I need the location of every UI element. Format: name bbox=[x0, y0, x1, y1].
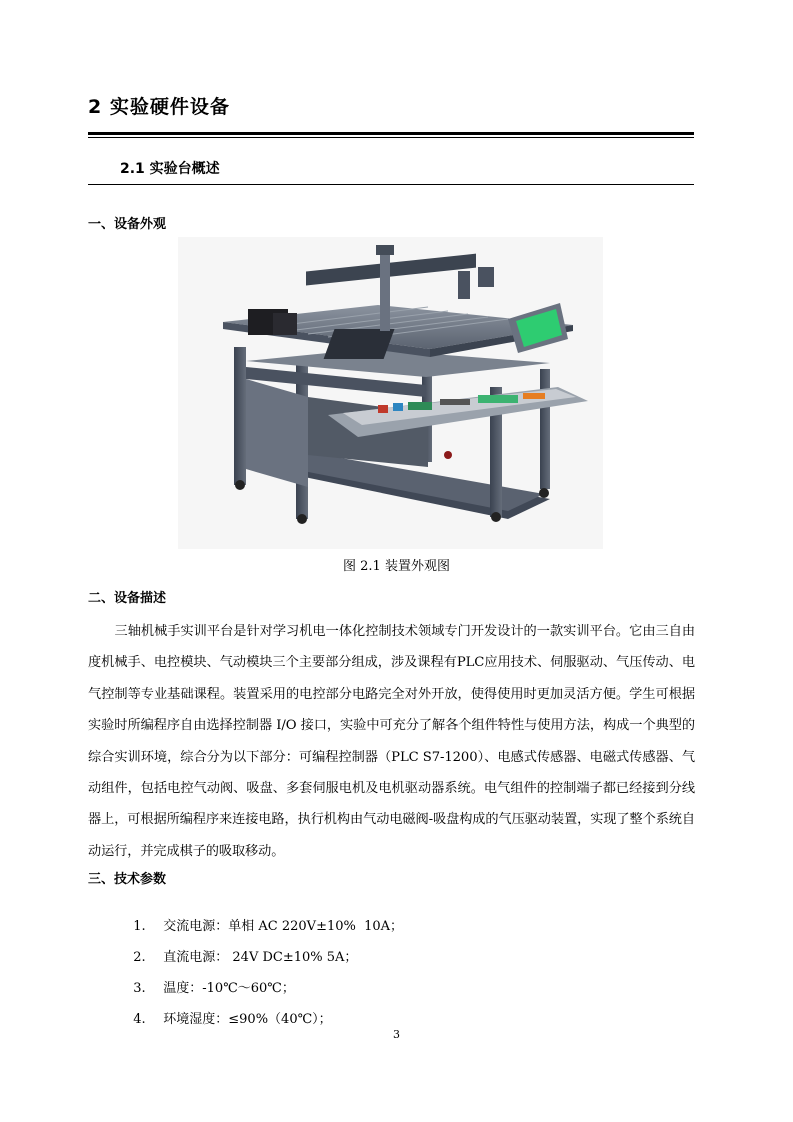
description-paragraph: 三轴机械手实训平台是针对学习机电一体化控制技术领域专门开发设计的一款实训平台。它由三自由度机械手、电控模块、气动模块三个主要部分组成，涉及课程有PLC应用技术、伺服驱动、气压传动、电气控制等专业基础课程。装置采用的电控部分电路完全对外开放，使得使用时更加灵活方便。学生可根据实验时所编程序自由选择控制器 I/O 接口，实验中可充分了解各个组件特性与使用方法，构成一个典型的综合实训环境，综合分为以下部分：可编程控制器（PLC S7-1200）、电感式传感器、电磁式传感器、气动组件，包括电控气动阀、吸盘、多套伺服电机及电机驱动器系统。电气组件的控制端子都已经接到分线器上，可根据所编程序来连接电路，执行机构由气动电磁阀-吸盘构成的气压驱动装置，实现了整个系统自动运行，并完成棋子的吸取移动。 bbox=[88, 624, 695, 859]
param-num: 4. bbox=[133, 1012, 146, 1027]
param-item bbox=[125, 931, 357, 965]
figure-caption: 图 2.1 装置外观图 bbox=[343, 559, 450, 574]
param-text: 交流电源：单相 AC 220V±10% 10A； bbox=[163, 919, 404, 934]
param-num: 2. bbox=[133, 950, 146, 965]
param-item bbox=[125, 900, 403, 934]
section-rule bbox=[88, 184, 694, 185]
param-num: 1. bbox=[133, 919, 146, 934]
heading-description: 二、设备描述 bbox=[88, 591, 167, 606]
chapter-rule-thin bbox=[88, 137, 694, 138]
param-num: 3. bbox=[133, 981, 146, 996]
param-text: 温度：-10℃～60℃； bbox=[163, 981, 295, 996]
param-text: 直流电源： 24V DC±10% 5A； bbox=[163, 950, 358, 965]
page-number: 3 bbox=[393, 1028, 400, 1041]
param-item bbox=[125, 993, 332, 1027]
heading-appearance: 一、设备外观 bbox=[88, 217, 167, 232]
equipment-illustration bbox=[178, 237, 603, 549]
section-title: 2.1 实验台概述 bbox=[120, 161, 220, 177]
param-text: 环境湿度：≤90%（40℃）； bbox=[163, 1012, 332, 1027]
chapter-title: 2 实验硬件设备 bbox=[88, 96, 230, 118]
heading-params: 三、技术参数 bbox=[88, 872, 167, 887]
param-item bbox=[125, 962, 295, 996]
equipment-figure bbox=[178, 237, 603, 549]
chapter-rule-thick bbox=[88, 132, 694, 135]
